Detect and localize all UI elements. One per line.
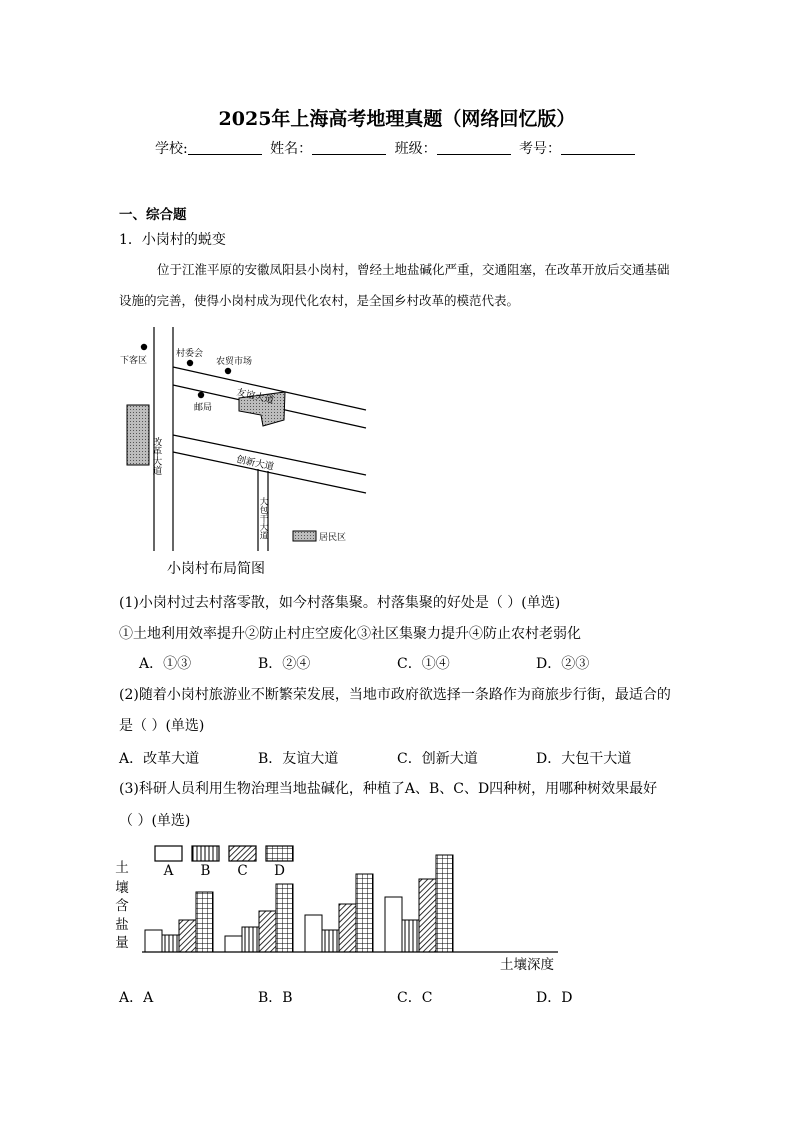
q2-option-b[interactable]: B．友谊大道	[258, 751, 339, 767]
name-label: 姓名：	[270, 141, 313, 157]
dabao-label: 大包干大道	[258, 497, 268, 540]
bar-C-1	[179, 920, 196, 952]
y-axis-label-5: 量	[115, 935, 129, 951]
class-label: 班级：	[394, 141, 437, 157]
bar-B-4	[402, 920, 419, 952]
q1-option-b[interactable]: B．②④	[258, 656, 311, 672]
cunweihui-point	[187, 360, 193, 366]
x-axis-label: 土壤深度	[500, 957, 554, 973]
q3-option-a[interactable]: A．A	[119, 990, 154, 1006]
q3-option-b[interactable]: B．B	[258, 990, 293, 1006]
legend-swatch-A	[155, 846, 182, 861]
residential-area-west	[127, 405, 149, 465]
name-field[interactable]	[312, 140, 386, 155]
q2-stem-line1: (2)随着小岗村旅游业不断繁荣发展，当地市政府欲选择一条路作为商旅步行街，最适合的	[119, 687, 671, 703]
page-title: 2025年上海高考地理真题（网络回忆版）	[218, 108, 576, 130]
q2-option-d[interactable]: D．大包干大道	[536, 751, 632, 767]
q1-option-d[interactable]: D．②③	[536, 656, 590, 672]
bar-B-2	[242, 927, 259, 952]
legend-swatch-B	[192, 846, 219, 861]
xiakequ-point	[141, 344, 147, 350]
nongmao-label: 农贸市场	[216, 357, 253, 367]
bar-C-2	[259, 911, 276, 952]
student-info	[0, 138, 794, 158]
q3-stem-line1: (3)科研人员利用生物治理当地盐碱化，种植了A、B、C、D四种树，用哪种树效果最好	[119, 781, 658, 797]
bar-C-3	[339, 904, 356, 952]
legend-label-B: B	[200, 863, 211, 879]
legend-swatch-D	[266, 846, 293, 861]
bar-A-2	[225, 936, 242, 952]
q1-items: ①土地利用效率提升②防止村庄空废化③社区集聚力提升④防止农村老弱化	[119, 626, 581, 642]
section-heading: 一、综合题	[119, 207, 187, 223]
bar-D-2	[276, 884, 293, 952]
passage	[119, 254, 679, 316]
bar-D-3	[356, 874, 373, 952]
passage-text: 位于江淮平原的安徽凤阳县小岗村，曾经土地盐碱化严重，交通阻塞，在改革开放后交通基础设施的完善，使得小岗村成为现代化农村，是全国乡村改革的模范代表。	[119, 262, 670, 308]
cunweihui-label: 村委会	[176, 349, 204, 359]
q3-option-c[interactable]: C．C	[397, 990, 433, 1006]
y-axis-label-4: 盐	[115, 917, 129, 933]
village-map	[118, 325, 378, 553]
salt-content-chart	[112, 838, 572, 976]
q2-option-c[interactable]: C．创新大道	[397, 751, 478, 767]
school-label: 学校:	[154, 141, 188, 157]
youyi-label: 友谊大道	[235, 387, 275, 407]
map-caption: 小岗村布局简图	[167, 561, 265, 577]
legend-label: 居民区	[319, 533, 347, 543]
bar-C-4	[419, 879, 436, 952]
xiakequ-label: 下客区	[120, 356, 148, 366]
bar-A-3	[305, 915, 322, 952]
y-axis-label-1: 土	[115, 860, 129, 876]
q1-stem: (1)小岗村过去村落零散，如今村落集聚。村落集聚的好处是（ ）(单选)	[119, 595, 561, 611]
q2-stem-line2: 是（ ）(单选)	[119, 718, 205, 734]
y-axis-label-3: 含	[115, 898, 129, 914]
number-label: 考号：	[519, 141, 562, 157]
legend-label-C: C	[237, 863, 248, 879]
youju-label: 邮局	[194, 403, 213, 413]
legend-swatch	[293, 531, 316, 541]
chuangxin-road-south	[173, 452, 366, 493]
school-field[interactable]	[188, 140, 262, 155]
number-field[interactable]	[561, 140, 635, 155]
bar-D-1	[196, 892, 213, 952]
legend-label-D: D	[274, 863, 285, 879]
legend-swatch-C	[229, 846, 256, 861]
chuangxin-label: 创新大道	[235, 454, 275, 473]
y-axis-label-2: 壤	[115, 880, 129, 896]
bar-B-1	[162, 935, 179, 952]
youju-point	[198, 392, 204, 398]
q3-stem-line2: （ ）(单选)	[119, 813, 191, 829]
legend-label-A: A	[163, 863, 174, 879]
bar-B-3	[322, 930, 339, 952]
nongmao-point	[225, 368, 231, 374]
bar-A-1	[145, 930, 162, 952]
question-title: 1．小岗村的蜕变	[119, 232, 226, 248]
bar-D-4	[436, 855, 453, 952]
q3-option-d[interactable]: D．D	[536, 990, 573, 1006]
class-field[interactable]	[437, 140, 511, 155]
bar-A-4	[385, 897, 402, 952]
q2-option-a[interactable]: A．改革大道	[119, 751, 200, 767]
gaige-label: 改革大道	[150, 437, 162, 475]
q1-option-c[interactable]: C．①④	[397, 656, 450, 672]
q1-option-a[interactable]: A．①③	[139, 656, 192, 672]
